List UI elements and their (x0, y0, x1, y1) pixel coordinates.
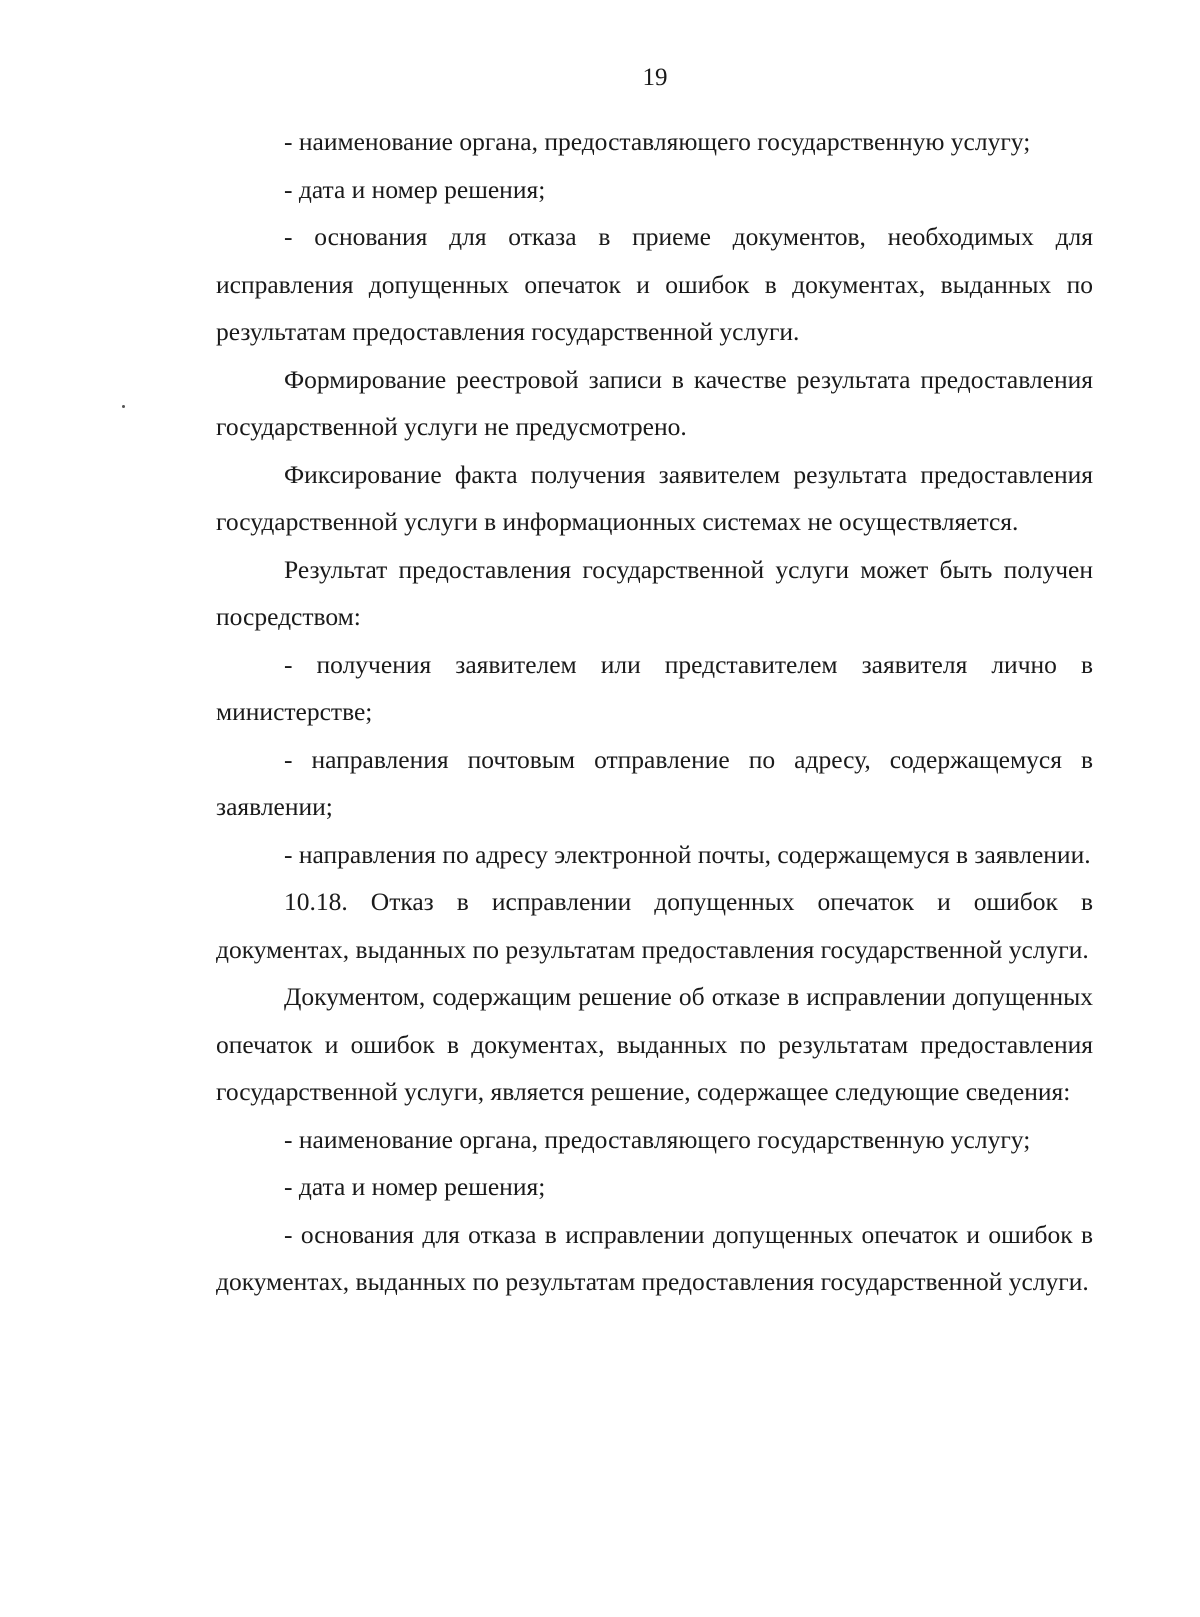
paragraph: - наименование органа, предоставляющего государственную услугу; (284, 1124, 1031, 1154)
paragraph: - направления почтовым отправление по адресу, содержащемуся в заявлении; (216, 744, 1093, 821)
page-number: 19 (642, 64, 668, 91)
paragraph: - направления по адресу электронной почты, содержащемуся в заявлении. (284, 839, 1091, 869)
section-heading-10-18: 10.18. Отказ в исправлении допущенных опечаток и ошибок в документах, выданных по результатам предоставления государственной услуги. (216, 887, 1093, 964)
paragraph: - получения заявителем или представителем заявителя лично в министерстве; (216, 649, 1093, 726)
paragraph: - дата и номер решения; (284, 1172, 546, 1201)
paragraph: Формирование реестровой записи в качестве результата предоставления государственной услуги не предусмотрено. (216, 364, 1093, 441)
paragraph: - дата и номер решения; (284, 174, 546, 204)
document-body (216, 118, 1093, 1306)
paragraph: Результат предоставления государственной услуги может быть получен посредством: (216, 554, 1093, 631)
paragraph: Документом, содержащим решение об отказе в исправлении допущенных опечаток и ошибок в документах, выданных по результатам предоставления государственной услуги, является решение, содержащее следующие сведения: (216, 982, 1093, 1106)
paragraph: Фиксирование факта получения заявителем результата предоставления государственной услуги в информационных системах не осуществляется. (216, 459, 1093, 536)
scan-artifact-dot (122, 405, 125, 408)
paragraph: - основания для отказа в исправлении допущенных опечаток и ошибок в документах, выданных по результатам предоставления государственной услуги. (216, 1219, 1093, 1296)
paragraph: - наименование органа, предоставляющего государственную услугу; (284, 127, 1031, 156)
paragraph: - основания для отказа в приеме документов, необходимых для исправления допущенных опечаток и ошибок в документах, выданных по результатам предоставления государственной услуги. (216, 222, 1093, 346)
